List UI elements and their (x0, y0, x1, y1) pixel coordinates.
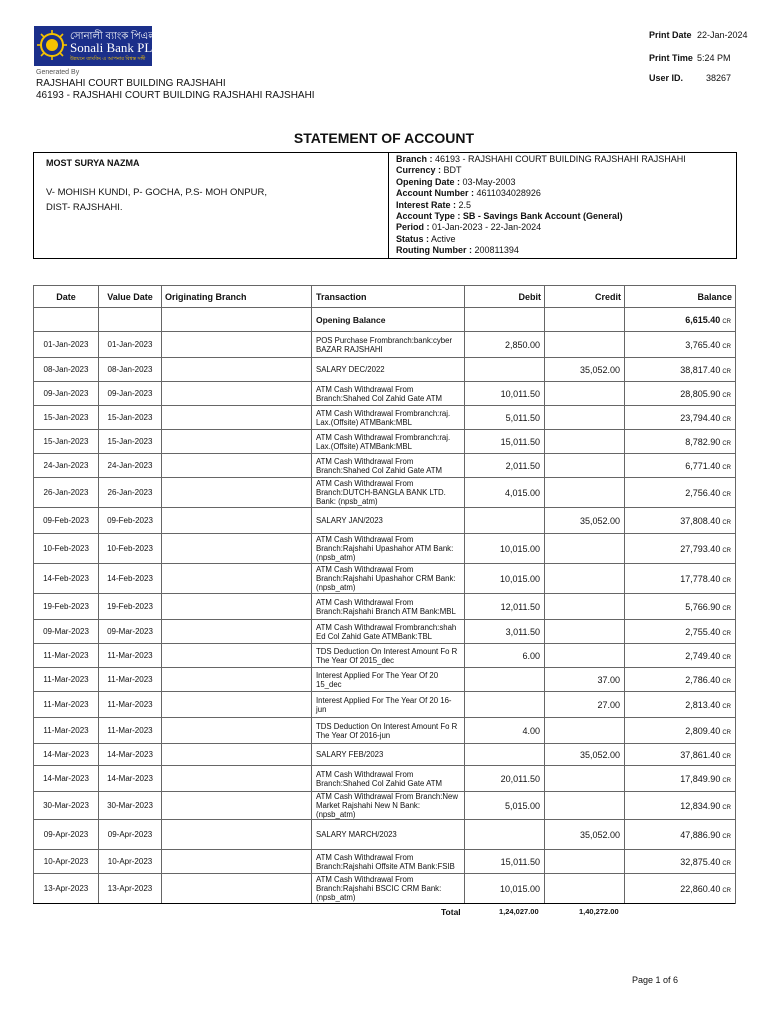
opening-balance-value: 6,615.40 CR (625, 308, 736, 332)
branch-name-line1: RAJSHAHI COURT BUILDING RAJSHAHI (36, 78, 226, 89)
row-value-date: 19-Feb-2023 (99, 594, 162, 620)
row-transaction: ATM Cash Withdrawal From Branch:Shahed Col Zahid Gate ATM (312, 382, 465, 406)
row-debit: 10,015.00 (465, 874, 545, 904)
row-balance: 2,809.40 CR (625, 718, 736, 744)
opening-balance-label: Opening Balance (312, 308, 465, 332)
row-debit: 10,015.00 (465, 534, 545, 564)
row-transaction: ATM Cash Withdrawal Frombranch:raj. Lax.(Offsite) ATMBank:MBL (312, 406, 465, 430)
row-balance: 2,786.40 CR (625, 668, 736, 692)
row-balance: 2,755.40 CR (625, 620, 736, 644)
row-value-date: 09-Apr-2023 (99, 820, 162, 850)
col-value-date: Value Date (99, 286, 162, 308)
row-date: 09-Apr-2023 (34, 820, 99, 850)
row-date: 09-Mar-2023 (34, 620, 99, 644)
row-value-date: 09-Jan-2023 (99, 382, 162, 406)
table-row (34, 820, 736, 850)
row-originating-branch (162, 508, 312, 534)
row-originating-branch (162, 874, 312, 904)
table-row (34, 454, 736, 478)
row-transaction: ATM Cash Withdrawal From Branch:Rajshahi Upashahor ATM Bank: (npsb_atm) (312, 534, 465, 564)
row-balance: 5,766.90 CR (625, 594, 736, 620)
bank-name-bengali: সোনালী ব্যাংক পিএলসি. (70, 31, 168, 42)
table-row (34, 382, 736, 406)
customer-name: MOST SURYA NAZMA (46, 158, 140, 168)
row-transaction: ATM Cash Withdrawal Frombranch:shah Ed Col Zahid Gate ATMBank:TBL (312, 620, 465, 644)
row-date: 09-Feb-2023 (34, 508, 99, 534)
row-debit: 15,011.50 (465, 430, 545, 454)
table-row (34, 406, 736, 430)
row-value-date: 26-Jan-2023 (99, 478, 162, 508)
period-row: Period : 01-Jan-2023 - 22-Jan-2024 (396, 222, 542, 233)
print-date-label: Print Date (649, 30, 692, 40)
row-date: 08-Jan-2023 (34, 358, 99, 382)
table-row (34, 332, 736, 358)
row-credit (545, 644, 625, 668)
row-value-date: 15-Jan-2023 (99, 430, 162, 454)
row-balance: 32,875.40 CR (625, 850, 736, 874)
row-credit (545, 792, 625, 820)
row-transaction: POS Purchase Frombranch:bank:cyber BAZAR RAJSHAHI (312, 332, 465, 358)
opening-date-row: Opening Date : 03-May-2003 (396, 176, 516, 187)
row-debit: 4.00 (465, 718, 545, 744)
row-date: 24-Jan-2023 (34, 454, 99, 478)
table-header-row (34, 286, 736, 308)
row-date: 30-Mar-2023 (34, 792, 99, 820)
currency-row: Currency : BDT (396, 165, 462, 176)
row-credit (545, 874, 625, 904)
row-value-date: 11-Mar-2023 (99, 692, 162, 718)
col-debit: Debit (465, 286, 545, 308)
row-debit: 15,011.50 (465, 850, 545, 874)
table-row (34, 644, 736, 668)
row-credit: 37.00 (545, 668, 625, 692)
row-originating-branch (162, 620, 312, 644)
row-originating-branch (162, 594, 312, 620)
row-balance: 17,778.40 CR (625, 564, 736, 594)
row-originating-branch (162, 430, 312, 454)
table-row (34, 692, 736, 718)
row-balance: 2,749.40 CR (625, 644, 736, 668)
row-date: 14-Mar-2023 (34, 744, 99, 766)
row-credit (545, 382, 625, 406)
row-value-date: 09-Mar-2023 (99, 620, 162, 644)
branch-row: Branch : 46193 - RAJSHAHI COURT BUILDING RAJSHAHI RAJSHAHI (396, 154, 686, 164)
user-id-value: 38267 (706, 73, 732, 83)
row-debit: 2,011.50 (465, 454, 545, 478)
row-transaction: ATM Cash Withdrawal From Branch:New Market Rajshahi New N Bank: (npsb_atm) (312, 792, 465, 820)
row-date: 19-Feb-2023 (34, 594, 99, 620)
row-originating-branch (162, 744, 312, 766)
row-credit: 35,052.00 (545, 820, 625, 850)
row-value-date: 11-Mar-2023 (99, 644, 162, 668)
account-number-row: Account Number : 4611034028926 (396, 188, 541, 199)
row-credit: 35,052.00 (545, 358, 625, 382)
table-row (34, 564, 736, 594)
row-originating-branch (162, 564, 312, 594)
row-credit (545, 454, 625, 478)
row-balance: 27,793.40 CR (625, 534, 736, 564)
customer-address: V- MOHISH KUNDI, P- GOCHA, P.S- MOH ONPUR, DIST- RAJSHAHI. (46, 187, 267, 213)
table-row (34, 594, 736, 620)
row-date: 11-Mar-2023 (34, 692, 99, 718)
transactions-table-wrapper (33, 285, 735, 904)
row-debit: 12,011.50 (465, 594, 545, 620)
row-debit: 10,015.00 (465, 564, 545, 594)
print-date-value: 22-Jan-2024 (697, 30, 748, 40)
row-credit: 35,052.00 (545, 744, 625, 766)
row-balance: 8,782.90 CR (625, 430, 736, 454)
totals-row (33, 903, 735, 918)
row-date: 14-Feb-2023 (34, 564, 99, 594)
col-originating-branch: Originating Branch (162, 286, 312, 308)
table-row (34, 874, 736, 904)
row-transaction: ATM Cash Withdrawal From Branch:Shahed Col Zahid Gate ATM (312, 766, 465, 792)
print-time-label: Print Time (649, 53, 693, 63)
table-row (34, 534, 736, 564)
row-credit (545, 332, 625, 358)
row-debit (465, 508, 545, 534)
row-date: 26-Jan-2023 (34, 478, 99, 508)
row-value-date: 14-Mar-2023 (99, 766, 162, 792)
row-transaction: ATM Cash Withdrawal From Branch:Rajshahi BSCIC CRM Bank: (npsb_atm) (312, 874, 465, 904)
table-row (34, 744, 736, 766)
row-credit (545, 564, 625, 594)
row-credit (545, 766, 625, 792)
col-date: Date (34, 286, 99, 308)
row-credit (545, 620, 625, 644)
row-originating-branch (162, 718, 312, 744)
row-balance: 2,756.40 CR (625, 478, 736, 508)
account-details (396, 154, 686, 257)
row-date: 14-Mar-2023 (34, 766, 99, 792)
transactions-table (33, 285, 736, 904)
row-transaction: SALARY FEB/2023 (312, 744, 465, 766)
row-transaction: SALARY DEC/2022 (312, 358, 465, 382)
row-originating-branch (162, 332, 312, 358)
row-originating-branch (162, 454, 312, 478)
bank-name-english: Sonali Bank PLC. (70, 40, 165, 55)
row-debit (465, 820, 545, 850)
row-credit: 27.00 (545, 692, 625, 718)
table-row (34, 850, 736, 874)
row-transaction: ATM Cash Withdrawal From Branch:Shahed Col Zahid Gate ATM (312, 454, 465, 478)
row-debit: 4,015.00 (465, 478, 545, 508)
row-credit (545, 534, 625, 564)
user-id-label: User ID. (649, 73, 684, 83)
row-value-date: 11-Mar-2023 (99, 718, 162, 744)
row-debit (465, 744, 545, 766)
row-credit (545, 594, 625, 620)
branch-name-line2: 46193 - RAJSHAHI COURT BUILDING RAJSHAHI RAJSHAHI (36, 90, 315, 101)
row-debit: 20,011.50 (465, 766, 545, 792)
row-originating-branch (162, 850, 312, 874)
row-transaction: Interest Applied For The Year Of 20 15_dec (312, 668, 465, 692)
row-originating-branch (162, 792, 312, 820)
row-credit: 35,052.00 (545, 508, 625, 534)
col-credit: Credit (545, 286, 625, 308)
row-transaction: SALARY JAN/2023 (312, 508, 465, 534)
row-originating-branch (162, 644, 312, 668)
row-credit (545, 406, 625, 430)
row-value-date: 30-Mar-2023 (99, 792, 162, 820)
row-balance: 2,813.40 CR (625, 692, 736, 718)
routing-number-row: Routing Number : 200811394 (396, 245, 519, 256)
row-date: 10-Feb-2023 (34, 534, 99, 564)
row-balance: 37,861.40 CR (625, 744, 736, 766)
table-row (34, 792, 736, 820)
row-credit (545, 478, 625, 508)
row-value-date: 15-Jan-2023 (99, 406, 162, 430)
table-row (34, 668, 736, 692)
opening-balance-row (34, 308, 736, 332)
row-debit: 5,011.50 (465, 406, 545, 430)
row-value-date: 10-Apr-2023 (99, 850, 162, 874)
row-debit: 3,011.50 (465, 620, 545, 644)
row-date: 10-Apr-2023 (34, 850, 99, 874)
row-value-date: 01-Jan-2023 (99, 332, 162, 358)
row-originating-branch (162, 668, 312, 692)
row-transaction: ATM Cash Withdrawal From Branch:DUTCH-BANGLA BANK LTD. Bank: (npsb_atm) (312, 478, 465, 508)
table-row (34, 620, 736, 644)
total-label: Total (441, 907, 461, 917)
row-date: 11-Mar-2023 (34, 718, 99, 744)
row-originating-branch (162, 766, 312, 792)
col-transaction: Transaction (312, 286, 465, 308)
total-debit: 1,24,027.00 (499, 907, 539, 916)
row-balance: 37,808.40 CR (625, 508, 736, 534)
row-balance: 47,886.90 CR (625, 820, 736, 850)
row-date: 15-Jan-2023 (34, 430, 99, 454)
row-balance: 17,849.90 CR (625, 766, 736, 792)
row-originating-branch (162, 820, 312, 850)
account-info-box (33, 152, 737, 259)
row-date: 11-Mar-2023 (34, 668, 99, 692)
row-value-date: 10-Feb-2023 (99, 534, 162, 564)
row-transaction: TDS Deduction On Interest Amount Fo R The Year Of 2015_dec (312, 644, 465, 668)
statement-title: STATEMENT OF ACCOUNT (293, 130, 475, 146)
row-originating-branch (162, 478, 312, 508)
row-originating-branch (162, 406, 312, 430)
row-transaction: SALARY MARCH/2023 (312, 820, 465, 850)
row-value-date: 09-Feb-2023 (99, 508, 162, 534)
row-value-date: 08-Jan-2023 (99, 358, 162, 382)
table-row (34, 508, 736, 534)
row-transaction: ATM Cash Withdrawal From Branch:Rajshahi Upashahor CRM Bank: (npsb_atm) (312, 564, 465, 594)
row-originating-branch (162, 534, 312, 564)
row-date: 13-Apr-2023 (34, 874, 99, 904)
row-balance: 23,794.40 CR (625, 406, 736, 430)
print-time-value: 5:24 PM (697, 53, 731, 63)
row-value-date: 13-Apr-2023 (99, 874, 162, 904)
row-transaction: ATM Cash Withdrawal From Branch:Rajshahi Branch ATM Bank:MBL (312, 594, 465, 620)
row-credit (545, 718, 625, 744)
row-balance: 3,765.40 CR (625, 332, 736, 358)
row-debit: 2,850.00 (465, 332, 545, 358)
account-type-row: Account Type : SB - Savings Bank Account (General) (396, 211, 623, 222)
row-balance: 38,817.40 CR (625, 358, 736, 382)
generated-by-label: Generated By (36, 69, 80, 76)
row-debit (465, 358, 545, 382)
row-originating-branch (162, 692, 312, 718)
row-date: 01-Jan-2023 (34, 332, 99, 358)
row-debit (465, 668, 545, 692)
row-balance: 28,805.90 CR (625, 382, 736, 406)
row-date: 11-Mar-2023 (34, 644, 99, 668)
table-row (34, 430, 736, 454)
bank-tagline: উন্নয়নে ব্যাংকিং এ আপনার বিশ্বস্ত সঙ্গী (70, 56, 146, 62)
row-originating-branch (162, 382, 312, 406)
row-transaction: Interest Applied For The Year Of 20 16-jun (312, 692, 465, 718)
row-debit: 5,015.00 (465, 792, 545, 820)
row-value-date: 14-Feb-2023 (99, 564, 162, 594)
row-debit (465, 692, 545, 718)
status-row: Status : Active (396, 233, 456, 244)
row-debit: 10,011.50 (465, 382, 545, 406)
interest-rate-row: Interest Rate : 2.5 (396, 199, 472, 210)
page-number: Page 1 of 6 (632, 975, 679, 985)
row-value-date: 24-Jan-2023 (99, 454, 162, 478)
row-balance: 6,771.40 CR (625, 454, 736, 478)
row-value-date: 11-Mar-2023 (99, 668, 162, 692)
row-debit: 6.00 (465, 644, 545, 668)
table-row (34, 718, 736, 744)
bank-logo (34, 26, 168, 66)
row-credit (545, 430, 625, 454)
table-row (34, 478, 736, 508)
total-credit: 1,40,272.00 (579, 907, 619, 916)
bank-emblem-icon (37, 29, 67, 63)
col-balance: Balance (625, 286, 736, 308)
row-transaction: ATM Cash Withdrawal Frombranch:raj. Lax.(Offsite) ATMBank:MBL (312, 430, 465, 454)
account-box-divider (388, 153, 389, 258)
row-credit (545, 850, 625, 874)
row-balance: 12,834.90 CR (625, 792, 736, 820)
row-transaction: TDS Deduction On Interest Amount Fo R The Year Of 2016-jun (312, 718, 465, 744)
table-row (34, 766, 736, 792)
row-value-date: 14-Mar-2023 (99, 744, 162, 766)
row-date: 15-Jan-2023 (34, 406, 99, 430)
row-originating-branch (162, 358, 312, 382)
row-date: 09-Jan-2023 (34, 382, 99, 406)
row-balance: 22,860.40 CR (625, 874, 736, 904)
row-transaction: ATM Cash Withdrawal From Branch:Rajshahi Offsite ATM Bank:FSIB (312, 850, 465, 874)
table-row (34, 358, 736, 382)
